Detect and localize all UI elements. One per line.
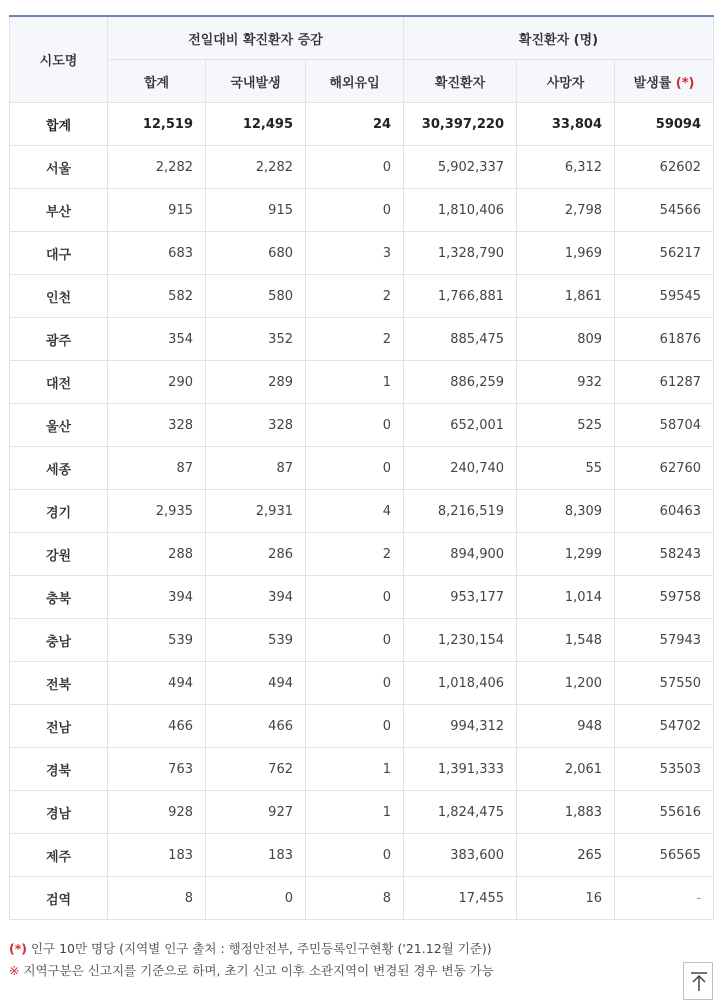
cell-overseas: 0 [306,705,404,748]
cell-deaths: 525 [517,404,615,447]
cell-total: 683 [108,232,206,275]
cell-confirmed: 1,810,406 [404,189,517,232]
cell-domestic: 352 [206,318,306,361]
header-domestic: 국내발생 [206,60,306,103]
cell-deaths: 1,548 [517,619,615,662]
cell-overseas: 8 [306,877,404,920]
cell-region: 서울 [10,146,108,189]
header-rate-label: 발생률 [633,75,672,91]
cell-domestic: 466 [206,705,306,748]
total-region: 합계 [10,103,108,146]
header-deaths: 사망자 [517,60,615,103]
total-total: 12,519 [108,103,206,146]
total-domestic: 12,495 [206,103,306,146]
cell-confirmed: 994,312 [404,705,517,748]
table-row [10,404,714,447]
cell-rate: 61876 [615,318,714,361]
cell-overseas: 3 [306,232,404,275]
cell-overseas: 0 [306,662,404,705]
cell-region: 제주 [10,834,108,877]
cell-domestic: 580 [206,275,306,318]
table-row [10,533,714,576]
cell-overseas: 4 [306,490,404,533]
cell-total: 8 [108,877,206,920]
cell-confirmed: 1,824,475 [404,791,517,834]
table-row [10,834,714,877]
cell-domestic: 394 [206,576,306,619]
cell-total: 763 [108,748,206,791]
cell-region: 세종 [10,447,108,490]
cell-deaths: 1,200 [517,662,615,705]
cell-overseas: 1 [306,361,404,404]
cell-total: 288 [108,533,206,576]
footnote-line1: 인구 10만 명당 (지역별 인구 출처 : 행정안전부, 주민등록인구현황 ('21.12월 기준)) [26,941,492,956]
table-row [10,275,714,318]
cell-rate: 60463 [615,490,714,533]
header-confirmed-group: 확진환자 (명) [404,16,714,60]
cell-total: 87 [108,447,206,490]
cell-rate: 62602 [615,146,714,189]
cell-overseas: 0 [306,834,404,877]
cell-confirmed: 652,001 [404,404,517,447]
cell-overseas: 1 [306,748,404,791]
table-row [10,791,714,834]
table-row [10,232,714,275]
cell-confirmed: 894,900 [404,533,517,576]
header-rate [615,60,714,103]
cell-deaths: 2,061 [517,748,615,791]
cell-overseas: 2 [306,318,404,361]
cell-deaths: 6,312 [517,146,615,189]
cell-confirmed: 1,766,881 [404,275,517,318]
cell-confirmed: 8,216,519 [404,490,517,533]
cell-region: 광주 [10,318,108,361]
total-overseas: 24 [306,103,404,146]
footnote-region [9,960,494,982]
cell-domestic: 289 [206,361,306,404]
footnotes [9,938,494,982]
cell-region: 부산 [10,189,108,232]
table-row [10,877,714,920]
cell-total: 494 [108,662,206,705]
cell-domestic: 2,931 [206,490,306,533]
cell-deaths: 16 [517,877,615,920]
table-row [10,318,714,361]
cell-rate: 58704 [615,404,714,447]
cell-total: 539 [108,619,206,662]
header-total: 합계 [108,60,206,103]
cell-rate: 59758 [615,576,714,619]
table-row [10,490,714,533]
cell-domestic: 183 [206,834,306,877]
cell-confirmed: 1,230,154 [404,619,517,662]
cell-region: 전북 [10,662,108,705]
cell-deaths: 809 [517,318,615,361]
cell-confirmed: 886,259 [404,361,517,404]
cell-domestic: 915 [206,189,306,232]
table-row [10,361,714,404]
cell-rate: 58243 [615,533,714,576]
cell-overseas: 0 [306,447,404,490]
cell-region: 울산 [10,404,108,447]
cell-region: 경북 [10,748,108,791]
footnote-note-mark: ※ [9,963,20,978]
cell-total: 290 [108,361,206,404]
cell-region: 대전 [10,361,108,404]
cell-total: 2,282 [108,146,206,189]
cell-confirmed: 953,177 [404,576,517,619]
cell-deaths: 932 [517,361,615,404]
cell-region: 강원 [10,533,108,576]
header-confirmed: 확진환자 [404,60,517,103]
cell-total: 2,935 [108,490,206,533]
cell-overseas: 0 [306,189,404,232]
table-row [10,146,714,189]
table-row [10,705,714,748]
cell-confirmed: 17,455 [404,877,517,920]
cell-total: 183 [108,834,206,877]
cell-region: 경기 [10,490,108,533]
cell-overseas: 0 [306,404,404,447]
cell-confirmed: 1,328,790 [404,232,517,275]
cell-rate: 54566 [615,189,714,232]
cell-rate: 57550 [615,662,714,705]
cell-confirmed: 5,902,337 [404,146,517,189]
total-confirmed: 30,397,220 [404,103,517,146]
cell-deaths: 948 [517,705,615,748]
cell-deaths: 1,969 [517,232,615,275]
header-region: 시도명 [10,16,108,103]
cell-overseas: 2 [306,275,404,318]
cell-rate: 57943 [615,619,714,662]
cell-confirmed: 885,475 [404,318,517,361]
cell-rate: 56217 [615,232,714,275]
cell-domestic: 680 [206,232,306,275]
cell-rate: - [615,877,714,920]
cell-rate: 56565 [615,834,714,877]
cell-domestic: 87 [206,447,306,490]
header-rate-mark: (*) [675,75,695,91]
cell-total: 582 [108,275,206,318]
covid-regional-table [9,15,714,920]
scroll-top-button[interactable] [683,962,713,1000]
cell-deaths: 1,299 [517,533,615,576]
cell-rate: 54702 [615,705,714,748]
cell-region: 경남 [10,791,108,834]
cell-domestic: 0 [206,877,306,920]
cell-confirmed: 1,018,406 [404,662,517,705]
cell-domestic: 286 [206,533,306,576]
cell-domestic: 328 [206,404,306,447]
cell-domestic: 2,282 [206,146,306,189]
footnote-ref-mark: (*) [9,941,27,956]
cell-total: 394 [108,576,206,619]
table-row [10,189,714,232]
cell-region: 전남 [10,705,108,748]
total-rate: 59094 [615,103,714,146]
cell-rate: 55616 [615,791,714,834]
cell-overseas: 1 [306,791,404,834]
total-deaths: 33,804 [517,103,615,146]
table-row [10,662,714,705]
table-row [10,576,714,619]
cell-total: 466 [108,705,206,748]
cell-domestic: 762 [206,748,306,791]
footnote-line2: 지역구분은 신고지를 기준으로 하며, 초기 신고 이후 소관지역이 변경된 경우 변동 가능 [19,963,494,978]
cell-confirmed: 1,391,333 [404,748,517,791]
header-change-group: 전일대비 확진환자 증감 [108,16,404,60]
cell-total: 928 [108,791,206,834]
cell-deaths: 1,883 [517,791,615,834]
cell-overseas: 0 [306,576,404,619]
cell-deaths: 265 [517,834,615,877]
cell-domestic: 927 [206,791,306,834]
footnote-rate [9,938,494,960]
cell-overseas: 0 [306,146,404,189]
cell-confirmed: 383,600 [404,834,517,877]
table-row [10,748,714,791]
cell-total: 354 [108,318,206,361]
cell-deaths: 1,014 [517,576,615,619]
cell-domestic: 494 [206,662,306,705]
total-row [10,103,714,146]
cell-rate: 61287 [615,361,714,404]
cell-deaths: 8,309 [517,490,615,533]
table-row [10,619,714,662]
cell-region: 인천 [10,275,108,318]
cell-rate: 59545 [615,275,714,318]
cell-rate: 62760 [615,447,714,490]
cell-deaths: 2,798 [517,189,615,232]
cell-confirmed: 240,740 [404,447,517,490]
cell-overseas: 2 [306,533,404,576]
arrow-up-icon [690,972,708,992]
cell-domestic: 539 [206,619,306,662]
cell-total: 328 [108,404,206,447]
cell-overseas: 0 [306,619,404,662]
cell-region: 검역 [10,877,108,920]
cell-total: 915 [108,189,206,232]
cell-deaths: 1,861 [517,275,615,318]
header-overseas: 해외유입 [306,60,404,103]
cell-region: 대구 [10,232,108,275]
cell-deaths: 55 [517,447,615,490]
cell-region: 충북 [10,576,108,619]
table-row [10,447,714,490]
cell-rate: 53503 [615,748,714,791]
cell-region: 충남 [10,619,108,662]
